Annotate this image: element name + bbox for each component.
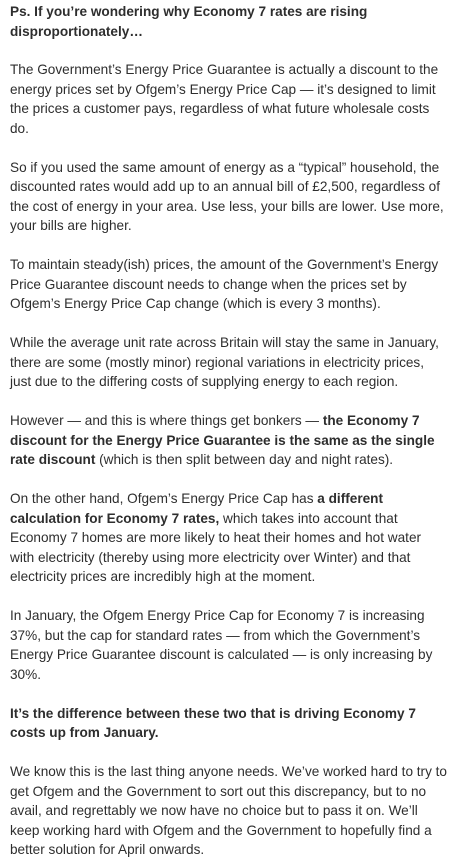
paragraph-economy7-discount-post: (which is then split between day and night rates). bbox=[95, 452, 394, 467]
paragraph-last-thing: We know this is the last thing anyone needs. We’ve worked hard to try to get Ofgem and the Government to sort out this discrepancy, but to no avail, and regrettably we now have no choice but to pass it on. We’ll keep working hard with Ofgem and the Government to hopefully find a better solution for April onwards. bbox=[10, 764, 447, 857]
paragraph-regional-variations: While the average unit rate across Britain will stay the same in January, there are some (mostly minor) regional variations in electricity prices, just due to the differing costs of supplying energy to each region. bbox=[10, 335, 439, 389]
paragraph-difference-driver-bold: It’s the difference between these two that is driving Economy 7 costs up from January. bbox=[10, 705, 416, 740]
paragraph-different-calculation bbox=[10, 489, 447, 587]
paragraph-economy7-discount-bold: the Economy 7 discount for the Energy Price Guarantee is the same as the single rate discount bbox=[10, 413, 435, 467]
paragraph-economy7-discount bbox=[10, 411, 447, 470]
paragraph-price-guarantee: The Government’s Energy Price Guarantee is actually a discount to the energy prices set by Ofgem’s Energy Price Cap — it’s designed to limit the prices a customer pays, regardless of what future wholesale costs do. bbox=[10, 62, 439, 136]
paragraph-different-calculation-pre: On the other hand, Ofgem’s Energy Price Cap has bbox=[10, 491, 318, 506]
paragraph-different-calculation-bold: a different calculation for Economy 7 rates, bbox=[10, 491, 384, 526]
paragraph-typical-household: So if you used the same amount of energy as a “typical” household, the discounted rates would add up to an annual bill of £2,500, regardless of the cost of energy in your area. Use less, your bills are lower. Use more, your bills are higher. bbox=[10, 159, 444, 233]
paragraph-difference-driver bbox=[10, 704, 447, 743]
paragraph-steady-prices: To maintain steady(ish) prices, the amount of the Government’s Energy Price Guarantee discount needs to change when the prices set by Ofgem’s Energy Price Cap change (which is every 3 months). bbox=[10, 257, 439, 311]
paragraph-economy7-discount-pre: However — and this is where things get bonkers — bbox=[10, 413, 323, 428]
article-heading: Ps. If you’re wondering why Economy 7 rates are rising disproportionately… bbox=[10, 4, 368, 39]
paragraph-different-calculation-post: which takes into account that Economy 7 homes are more likely to heat their homes and hot water with electricity (thereby using more electricity over Winter) and that electricity prices are incredibly high at the moment. bbox=[10, 510, 422, 584]
paragraph-january-increase: In January, the Ofgem Energy Price Cap for Economy 7 is increasing 37%, but the cap for standard rates — from which the Government’s Energy Price Guarantee discount is calculated — is only increasing by 30%. bbox=[10, 608, 433, 682]
